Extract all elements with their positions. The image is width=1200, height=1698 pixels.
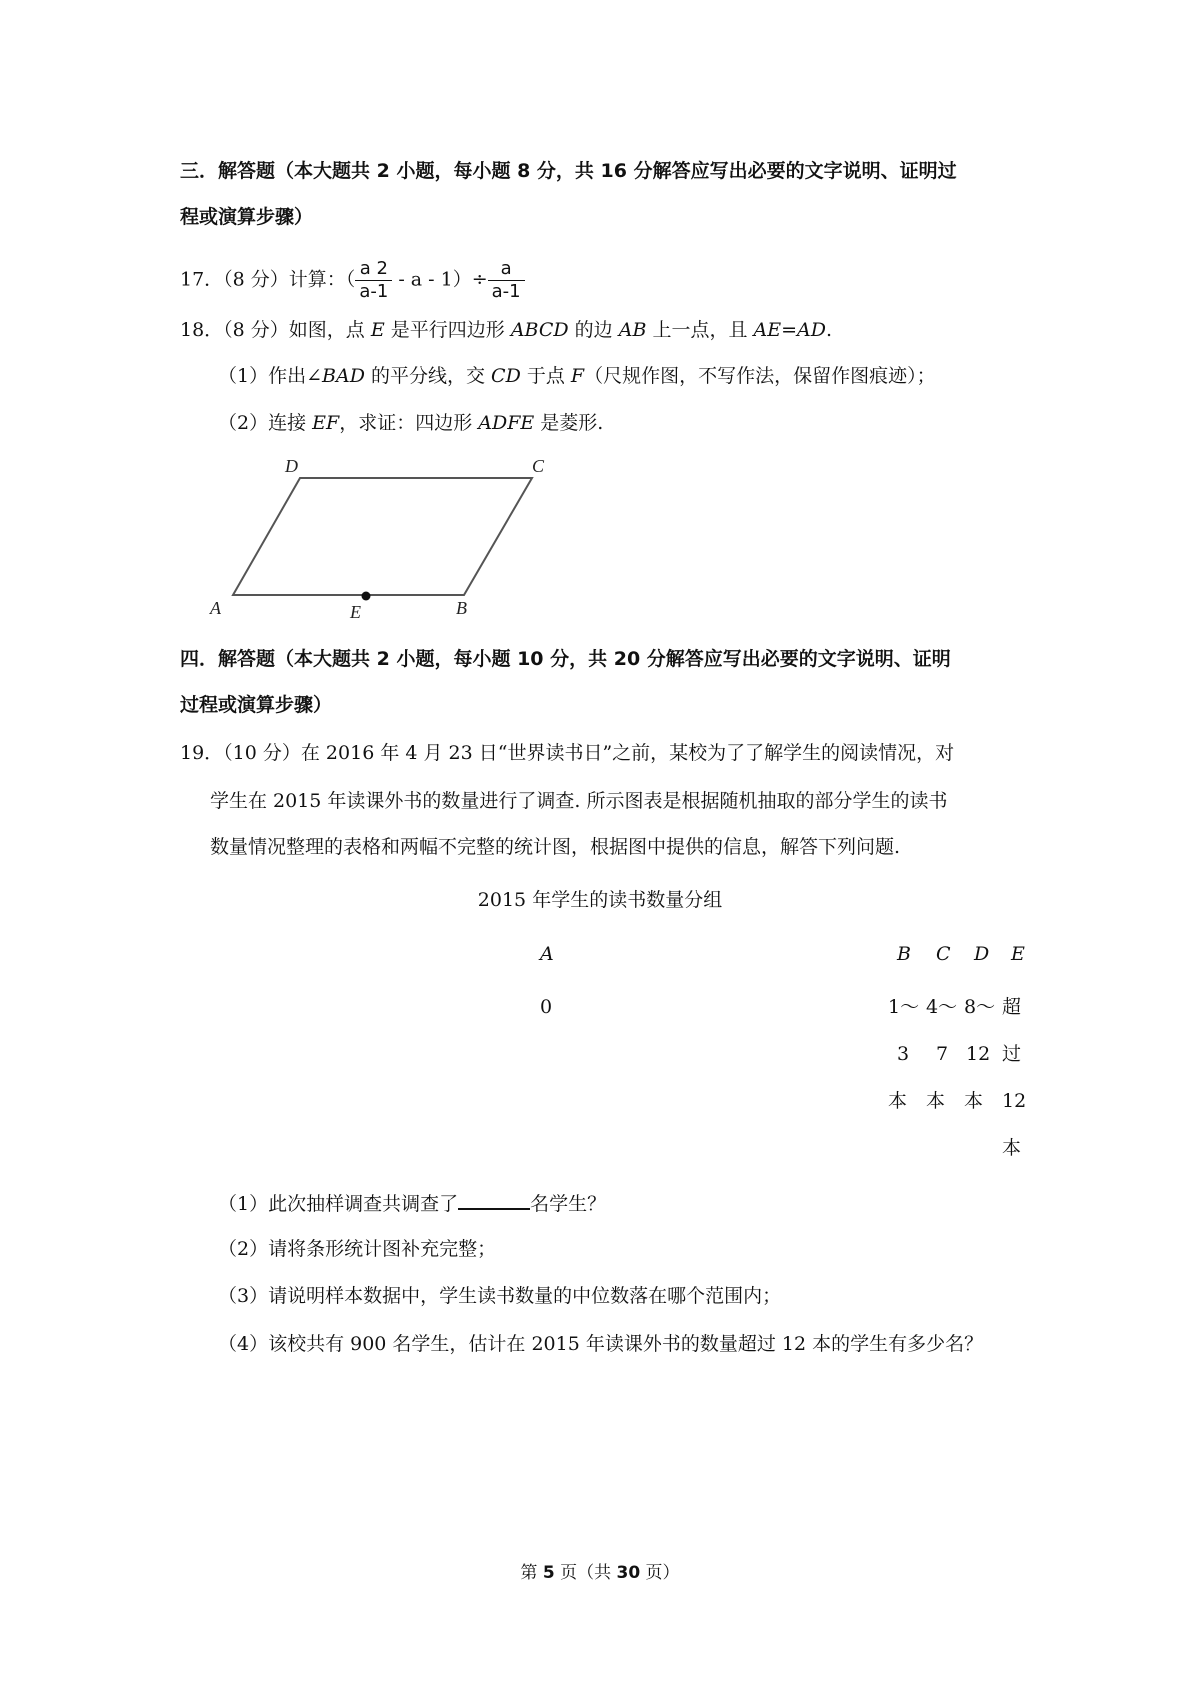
q18-var-ABCD: ABCD	[510, 319, 569, 341]
table-cell-C-upper: 7	[936, 1043, 949, 1065]
section4-heading-line2: 过程或演算步骤）	[180, 694, 333, 716]
table-cell-D-range: 8～	[964, 996, 996, 1018]
point-E-dot	[362, 592, 371, 601]
q17-frac2-numerator: a	[500, 258, 512, 279]
q18-p1-text: （尺规作图，不写作法，保留作图痕迹）；	[584, 365, 936, 387]
question-19-line2: 学生在 2015 年读课外书的数量进行了调查. 所示图表是根据随机抽取的部分学生的读书	[210, 790, 948, 812]
q18-p2-text: ，求证：四边形	[339, 412, 479, 434]
q18-p2-text: （2）连接	[218, 412, 313, 434]
label-B: B	[456, 598, 467, 618]
q17-fraction-2	[488, 258, 525, 303]
table-cell-B-upper: 3	[897, 1043, 910, 1065]
q18-var-F: F	[570, 365, 585, 387]
q18-var-CD: CD	[491, 365, 521, 387]
table-cell-C-unit: 本	[926, 1090, 946, 1112]
section4-heading-line1: 四．解答题（本大题共 2 小题，每小题 10 分，共 20 分解答应写出必要的文字说明、证明	[180, 648, 951, 670]
table-cell-D-upper: 12	[966, 1043, 991, 1065]
table-cell-E-range: 超	[1002, 996, 1022, 1018]
question-18-stem	[180, 317, 832, 343]
table-header-A: A	[540, 943, 554, 965]
table-cell-C-range: 4～	[926, 996, 958, 1018]
footer-total-pages: 30	[616, 1563, 641, 1583]
footer-text: 页（共	[554, 1563, 617, 1583]
q18-text: 是平行四边形	[384, 319, 511, 341]
table-cell-D-unit: 本	[964, 1090, 984, 1112]
table-header-E: E	[1011, 943, 1025, 965]
table-cell-B-unit: 本	[888, 1090, 908, 1112]
q17-frac2-denominator: a-1	[488, 280, 525, 303]
q19-p1-text: （1）此次抽样调查共调查了	[218, 1193, 459, 1215]
question-19-line3: 数量情况整理的表格和两幅不完整的统计图，根据图中提供的信息，解答下列问题.	[210, 836, 901, 858]
label-A: A	[210, 598, 221, 618]
question-18-part1	[218, 363, 936, 389]
q18-var-EF: EF	[312, 412, 340, 434]
q18-p1-text: 的平分线，交	[364, 365, 492, 387]
q18-text: 18．（8 分）如图，点	[180, 319, 371, 341]
table-header-C: C	[936, 943, 951, 965]
question-19-part2: （2）请将条形统计图补充完整；	[218, 1238, 497, 1260]
q18-p1-text: 于点	[520, 365, 571, 387]
answer-blank[interactable]	[458, 1188, 530, 1210]
footer-text: 页）	[640, 1563, 680, 1583]
section3-heading-line2: 程或演算步骤）	[180, 206, 314, 228]
question-18-part2	[218, 410, 603, 436]
label-D: D	[285, 456, 298, 476]
q18-text: 上一点，且	[646, 319, 754, 341]
page-footer	[0, 1560, 1200, 1586]
q17-frac1-numerator: a 2	[359, 258, 388, 279]
q19-p1-text: 名学生？	[530, 1193, 607, 1215]
table-header-B: B	[897, 943, 911, 965]
q18-var-ADFE: ADFE	[478, 412, 535, 434]
q17-fraction-1	[355, 258, 392, 303]
label-E: E	[350, 602, 361, 622]
q18-p2-text: 是菱形.	[534, 412, 604, 434]
table-cell-E-word: 过	[1002, 1043, 1022, 1065]
table-header-D: D	[974, 943, 990, 965]
table-cell-A-range: 0	[540, 996, 553, 1018]
table-cell-E-number: 12	[1002, 1090, 1027, 1112]
q17-middle: - a - 1）÷	[392, 268, 488, 291]
table-title: 2015 年学生的读书数量分组	[477, 889, 723, 911]
q18-text: .	[825, 319, 833, 341]
parallelogram-figure	[200, 450, 560, 630]
parallelogram-shape	[233, 478, 532, 595]
question-19-part4: （4）该校共有 900 名学生，估计在 2015 年读课外书的数量超过 12 本的学生有多少名？	[218, 1333, 984, 1355]
q18-p1-text: （1）作出∠	[218, 365, 323, 387]
question-17	[180, 258, 525, 303]
section3-heading-line1: 三．解答题（本大题共 2 小题，每小题 8 分，共 16 分解答应写出必要的文字说明、证明过	[180, 160, 957, 182]
footer-page-number: 5	[542, 1563, 555, 1583]
q18-text: 的边	[568, 319, 619, 341]
question-19-line1: 19．（10 分）在 2016 年 4 月 23 日“世界读书日”之前，某校为了了解学生的阅读情况，对	[180, 742, 955, 764]
q18-var-AE-AD: AE=AD	[753, 319, 826, 341]
footer-text: 第	[520, 1563, 543, 1583]
label-C: C	[532, 456, 545, 476]
q17-prefix: 17．（8 分）计算：（	[180, 268, 356, 291]
q17-frac1-denominator: a-1	[355, 280, 392, 303]
table-cell-E-unit: 本	[1002, 1137, 1022, 1159]
question-19-part3: （3）请说明样本数据中，学生读书数量的中位数落在哪个范围内；	[218, 1285, 782, 1307]
table-cell-B-range: 1～	[888, 996, 920, 1018]
q18-var-AB: AB	[618, 319, 647, 341]
q18-var-E: E	[370, 319, 385, 341]
q18-var-BAD: BAD	[322, 365, 365, 387]
question-19-part1	[218, 1188, 606, 1217]
